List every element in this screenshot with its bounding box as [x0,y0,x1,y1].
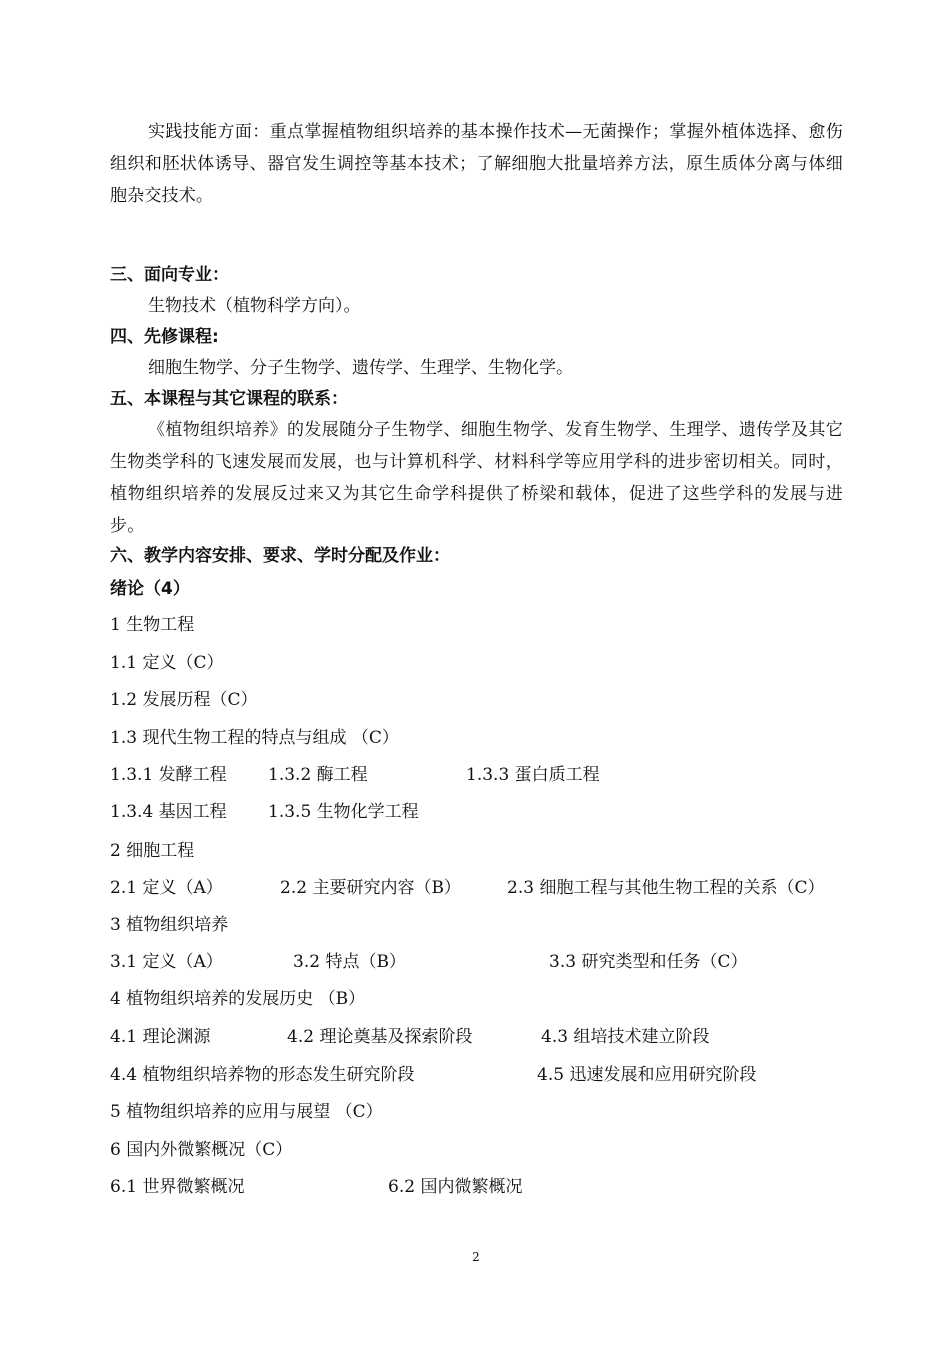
outline-item-1: 1 生物工程 [110,615,195,635]
section-6-heading: 六、教学内容安排、要求、学时分配及作业： [110,546,450,566]
outline-item-1-1: 1.1 定义（C） [110,653,224,673]
outline-item-2-1: 2.1 定义（A） [110,878,223,898]
outline-item-4-1: 4.1 理论渊源 [110,1027,211,1047]
outline-item-4-2: 4.2 理论奠基及探索阶段 [287,1027,473,1047]
outline-item-4-3: 4.3 组培技术建立阶段 [541,1027,710,1047]
section-4-body: 细胞生物学、分子生物学、遗传学、生理学、生物化学。 [148,358,573,378]
page-number: 2 [472,1250,480,1264]
practice-skills-paragraph: 实践技能方面：重点掌握植物组织培养的基本操作技术—无菌操作；掌握外植体选择、愈伤组织和胚状体诱导、器官发生调控等基本技术；了解细胞大批量培养方法，原生质体分离与体细胞杂交技术。 [110,122,843,206]
intro-heading: 绪论（4） [110,579,190,599]
outline-item-4-4: 4.4 植物组织培养物的形态发生研究阶段 [110,1065,415,1085]
section-5-body: 《植物组织培养》的发展随分子生物学、细胞生物学、发育生物学、生理学、遗传学及其它生物类学科的飞速发展而发展，也与计算机科学、材料科学等应用学科的进步密切相关。同时，植物组织培养的发展反过来又为其它生命学科提供了桥梁和载体，促进了这些学科的发展与进步。 [110,420,843,536]
outline-item-6: 6 国内外微繁概况（C） [110,1140,293,1160]
section-4-heading: 四、先修课程: [110,327,219,347]
outline-item-2-2: 2.2 主要研究内容（B） [280,878,461,898]
outline-item-3-3: 3.3 研究类型和任务（C） [549,952,748,972]
outline-item-1-3-1: 1.3.1 发酵工程 [110,765,227,785]
outline-item-4: 4 植物组织培养的发展历史 （B） [110,989,366,1009]
outline-item-1-3: 1.3 现代生物工程的特点与组成 （C） [110,728,399,748]
section-3-body: 生物技术（植物科学方向）。 [148,296,361,316]
outline-item-1-3-2: 1.3.2 酶工程 [268,765,368,785]
outline-item-3: 3 植物组织培养 [110,915,229,935]
outline-item-1-2: 1.2 发展历程（C） [110,690,258,710]
outline-item-3-1: 3.1 定义（A） [110,952,223,972]
outline-item-1-3-5: 1.3.5 生物化学工程 [268,802,419,822]
outline-item-6-2: 6.2 国内微繁概况 [388,1177,523,1197]
outline-item-6-1: 6.1 世界微繁概况 [110,1177,245,1197]
outline-item-1-3-4: 1.3.4 基因工程 [110,802,227,822]
section-5-heading: 五、本课程与其它课程的联系： [110,389,348,409]
section-3-heading: 三、面向专业： [110,265,229,285]
outline-item-1-3-3: 1.3.3 蛋白质工程 [466,765,600,785]
outline-item-4-5: 4.5 迅速发展和应用研究阶段 [537,1065,757,1085]
outline-item-3-2: 3.2 特点（B） [293,952,406,972]
outline-item-5: 5 植物组织培养的应用与展望 （C） [110,1102,383,1122]
outline-item-2: 2 细胞工程 [110,841,195,861]
outline-item-2-3: 2.3 细胞工程与其他生物工程的关系（C） [507,878,825,898]
